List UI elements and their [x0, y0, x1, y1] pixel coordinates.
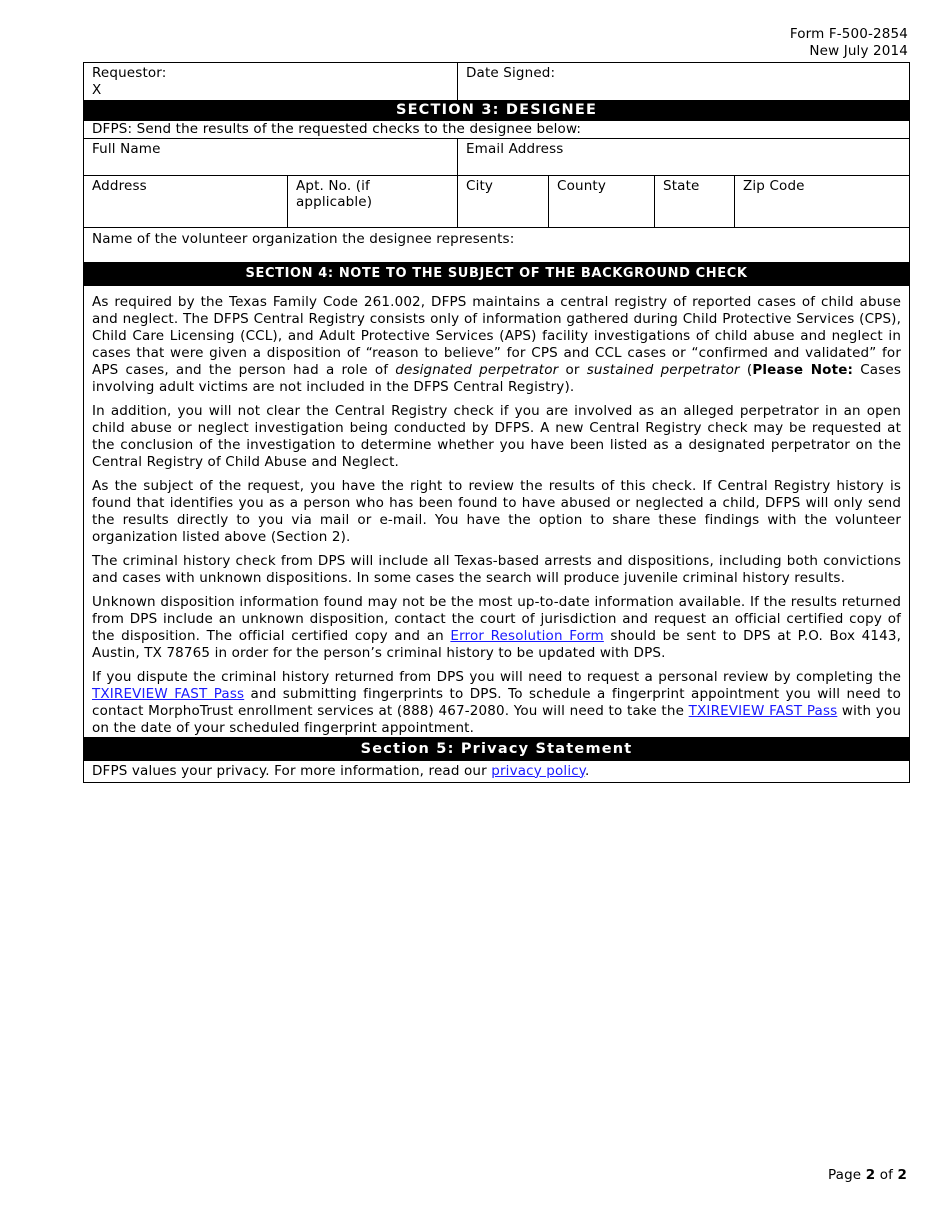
organization-row — [84, 227, 910, 262]
txireview-fast-pass-link-1[interactable]: TXIREVIEW FAST Pass — [92, 685, 245, 702]
section3-title: SECTION 3: DESIGNEE — [84, 101, 910, 121]
p1-text-c: ( — [739, 361, 753, 378]
state-label: State — [663, 177, 700, 194]
privacy-text-b: . — [585, 762, 590, 779]
zip-label: Zip Code — [743, 177, 805, 194]
section4-paragraph-6 — [92, 669, 901, 737]
address-row — [84, 175, 910, 227]
address-label: Address — [92, 177, 147, 194]
zip-field[interactable] — [735, 175, 910, 227]
p1-please-note: Please Note: — [752, 361, 854, 378]
full-name-label: Full Name — [92, 140, 161, 157]
county-field[interactable] — [549, 175, 655, 227]
section4-body — [84, 285, 910, 737]
section4-paragraph-1 — [92, 294, 901, 396]
privacy-policy-link[interactable]: privacy policy — [491, 762, 586, 779]
address-field[interactable] — [84, 175, 288, 227]
page-number — [828, 1167, 907, 1183]
section5-body — [84, 760, 910, 783]
form-identifier — [790, 26, 908, 60]
section5-body-row — [84, 760, 910, 783]
state-field[interactable] — [655, 175, 735, 227]
organization-field[interactable] — [84, 227, 910, 262]
page-mid: of — [875, 1167, 898, 1183]
requestor-field[interactable] — [84, 63, 458, 101]
section5-header-row — [84, 737, 910, 760]
privacy-text-a: DFPS values your privacy. For more information, read our — [92, 762, 492, 779]
section5-title: Section 5: Privacy Statement — [84, 737, 910, 760]
page-current: 2 — [865, 1167, 876, 1183]
email-field[interactable] — [458, 138, 910, 175]
section3-header-row — [84, 101, 910, 121]
p5-text-a: Unknown disposition information found may not be the most up-to-date information available. If the results returned from DPS include an unknown disposition, contact the court of jurisdiction and request an official certified copy of the disposition. The official certified copy and an — [92, 593, 902, 644]
p6-text-b: and submitting fingerprints to DPS. To schedule a fingerprint appointment you will need to contact MorphoTrust enrollment services at (888) 467-2080. You will need to take the — [92, 685, 902, 719]
requestor-row — [84, 63, 910, 101]
p5-text-b: should be sent to DPS at P.O. Box 4143, Austin, TX 78765 in order for the person’s criminal history to be updated with DPS. — [92, 627, 902, 661]
date-signed-field[interactable] — [458, 63, 910, 101]
county-label: County — [557, 177, 606, 194]
section4-header-row — [84, 262, 910, 285]
requestor-label: Requestor: — [92, 65, 167, 81]
page-total: 2 — [897, 1167, 907, 1183]
name-email-row — [84, 138, 910, 175]
city-label: City — [466, 177, 494, 194]
section4-title: SECTION 4: NOTE TO THE SUBJECT OF THE BACKGROUND CHECK — [84, 262, 910, 285]
section3-instruction-row — [84, 121, 910, 139]
p1-emphasis-sustained: sustained perpetrator — [586, 361, 740, 378]
section4-paragraph-4: The criminal history check from DPS will include all Texas-based arrests and dispositions, including both convictions and cases with unknown dispositions. In some cases the search will produce juvenile criminal history results. — [92, 552, 902, 586]
city-field[interactable] — [458, 175, 549, 227]
form-table — [83, 62, 910, 783]
p1-text-d: Cases involving adult victims are not included in the DFPS Central Registry). — [92, 361, 902, 395]
section4-paragraph-2: In addition, you will not clear the Central Registry check if you are involved as an alleged perpetrator in an open child abuse or neglect investigation being conducted by DFPS. A new Central Registry check may be requested at the conclusion of the investigation to determine whether you have been listed as a designated perpetrator on the Central Registry of Child Abuse and Neglect. — [92, 402, 902, 470]
full-name-field[interactable] — [84, 138, 458, 175]
error-resolution-form-link[interactable]: Error Resolution Form — [450, 627, 604, 644]
section4-paragraph-5 — [92, 594, 901, 662]
txireview-fast-pass-link-2[interactable]: TXIREVIEW FAST Pass — [688, 702, 838, 719]
page-prefix: Page — [827, 1167, 866, 1183]
section4-paragraph-3: As the subject of the request, you have the right to review the results of this check. If Central Registry history is found that identifies you as a person who has been found to have abused or neglected a child, DFPS will only send the results directly to you via mail or e-mail. You have the option to share these findings with the volunteer organization listed above (Section 2). — [92, 477, 902, 545]
organization-label: Name of the volunteer organization the designee represents: — [92, 230, 515, 247]
email-label: Email Address — [466, 140, 564, 157]
section3-instruction: DFPS: Send the results of the requested checks to the designee below: — [84, 121, 910, 139]
p6-text-a: If you dispute the criminal history returned from DPS you will need to request a personal review by completing the — [92, 668, 902, 685]
date-signed-label: Date Signed: — [466, 65, 556, 81]
section4-body-row — [84, 285, 910, 737]
p1-emphasis-designated: designated perpetrator — [395, 361, 559, 378]
form-number: Form F-500-2854 — [789, 26, 908, 42]
requestor-value: X — [92, 81, 102, 98]
p1-text-a: As required by the Texas Family Code 261.002, DFPS maintains a central registry of reported cases of child abuse and neglect. The DFPS Central Registry consists only of information gathered during Child Protective Services (CPS), Child Care Licensing (CCL), and Adult Protective Services (APS) facility investigations of child abuse and neglect in cases that were given a disposition of “reason to believe” for CPS and CCL cases or “confirmed and validated” for APS cases, and the person had a role of — [92, 293, 902, 378]
apt-field[interactable] — [288, 175, 458, 227]
form-date: New July 2014 — [809, 43, 908, 59]
p1-text-b: or — [558, 361, 587, 378]
p6-text-c: with you on the date of your scheduled fingerprint appointment. — [92, 702, 902, 736]
apt-label: Apt. No. (if applicable) — [296, 177, 373, 210]
